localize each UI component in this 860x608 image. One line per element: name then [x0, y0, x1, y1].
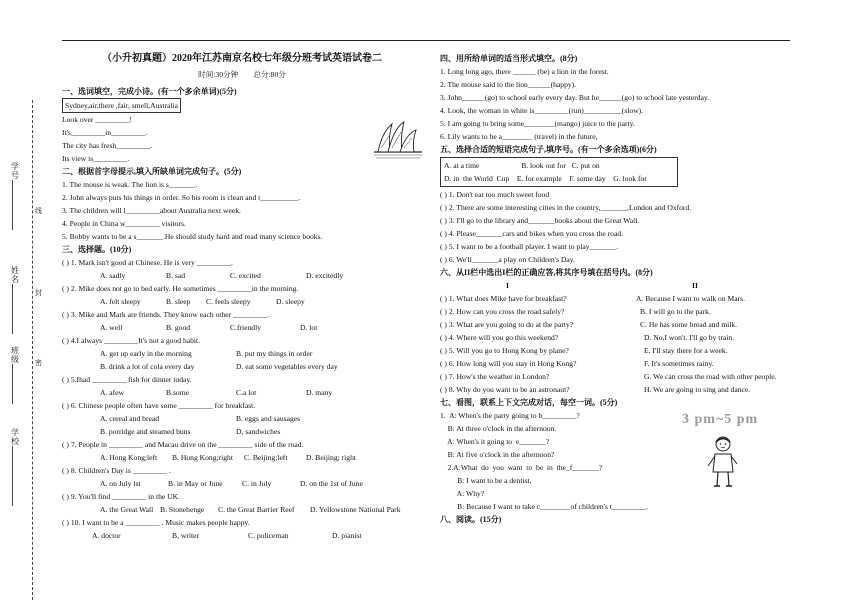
match-row: ( ) 8. Why do you want to be an astronaut? H. We are going to sing and dance. — [440, 385, 751, 394]
mc-question: ( ) 8. Children's Day is _________ . — [62, 466, 171, 475]
exam-meta — [62, 68, 422, 81]
question-line: 6. Lily wants to be a________ (travel) in the future, — [440, 132, 598, 141]
seal-mark: 线 — [35, 207, 42, 215]
seal-mark: 封 — [35, 289, 42, 297]
party-time-label: 3 pm~5 pm — [682, 412, 759, 427]
match-row: ( ) 4. Where will you go this weekend? D. No,I won't. I'll go by train. — [440, 333, 735, 342]
mc-options: A. felt sleepy B. sleep C. feels sleepy D. sleepy — [100, 297, 305, 306]
dialogue-line: A: Why? — [440, 489, 485, 498]
section-3-heading: 三、选择题。(10分) — [62, 245, 132, 254]
phrase-bank-row: D. in the World Cup E. for example F. some day G. look for — [444, 174, 647, 183]
question-line: ( ) 2. There are some interesting cities in the country,_______,London and Oxford. — [440, 203, 692, 212]
question-line: 2. John always puts his things in order. So his room is clean and t__________. — [62, 193, 301, 202]
opera-house-illustration — [372, 114, 424, 160]
poem-line: It's_________in_________. — [62, 128, 148, 137]
question-line: 1. The mouse is weak. The lion is s_______. — [62, 180, 198, 189]
poem-line: Look over _________! — [62, 115, 133, 124]
dialogue-line: B: At three o'clock in the afternoon. — [440, 424, 557, 433]
label-school: 学校 — [11, 428, 19, 446]
mc-question: ( ) 3. Mike and Mark are friends. They know each other _________. — [62, 310, 270, 319]
section-1-heading: 一、选词填空，完成小诗。(有一个多余单词)(5分) — [62, 87, 237, 96]
blank-line — [12, 180, 13, 230]
section-5-heading: 五、选择合适的短语完成句子,填序号。(有一个多余选项)(6分) — [440, 145, 657, 154]
dialogue-line: B: I want to be a dentist, — [440, 476, 532, 485]
poem-line: Its view is_________. — [62, 154, 130, 163]
mc-options: A. well B. good C.friendly D. lot — [100, 323, 318, 332]
match-row: ( ) 7. How's the weather in London? G. We can cross the road with other people. — [440, 372, 777, 381]
mc-question: ( ) 6. Chinese people often have some _________ for breakfast. — [62, 401, 256, 410]
section-8-heading: 八、阅读。(15分) — [440, 515, 502, 524]
poem-line: The city has fresh_________. — [62, 141, 153, 150]
exam-time: 时间:30分钟 — [198, 70, 239, 79]
column-headers — [440, 279, 810, 292]
match-row: ( ) 1. What does Mike have for breakfast? A. Because I want to walk on Mars. — [440, 294, 746, 303]
question-line: 3. John______(go) to school early every day. But he______(go) to school late yesterday. — [440, 93, 710, 102]
dialogue-line: A: When's it going to e_______? — [440, 437, 550, 446]
mc-question: ( ) 7. People in _________ and Macau drive on the _________ side of the road. — [62, 440, 304, 449]
mc-options: B. porridge and steamed buns D, sandwiches — [100, 427, 281, 436]
column-1-header: I — [506, 281, 509, 290]
question-line: 5. Bobby wants to be a s_______.He should study hard and read many science books. — [62, 232, 323, 241]
question-line: ( ) 4. Please_______cars and bikes when you cross the road. — [440, 229, 624, 238]
mc-options: A. the Great Wall B. Stonehenge C. the Great Barrier Reef D. Yellowstone National Park — [100, 505, 401, 514]
section-4-heading: 四、用所给单词的适当形式填空。(8分) — [440, 54, 578, 63]
mc-options: A. Hong Kong;left B. Hong Kong;right C. Beijing;left D. Beijing; right — [100, 453, 356, 462]
exam-title: （小升初真题）2020年江苏南京名校七年级分班考试英语试卷二 — [102, 53, 382, 64]
seal-mark: 密 — [35, 359, 42, 367]
question-line: 1. Long long ago, there ______ (be) a lion in the forest. — [440, 67, 609, 76]
exam-score: 总分:80分 — [253, 70, 286, 79]
blank-line — [12, 446, 13, 506]
top-rule — [62, 40, 790, 41]
left-column — [62, 52, 422, 542]
mc-options: B. drink a lot of cola every day D. eat some vegetables every day — [100, 362, 338, 371]
dialogue-line: B: Because I want to take c________of children's t_________. — [440, 502, 649, 511]
question-line: 2. The mouse said to the lion______(happy). — [440, 80, 577, 89]
question-line: 5. I am going to bring some________(mango) juice to the party. — [440, 119, 635, 128]
question-line: ( ) 3. I'll go to the library and_______books about the Great Wall. — [440, 216, 640, 225]
match-row: ( ) 3. What are you going to do at the party? C. He has some bread and milk. — [440, 320, 738, 329]
mc-question: ( ) 9. You'll find _________ in the UK. — [62, 492, 181, 501]
mc-options: A. sadly B. sad C. excited D. excitedly — [100, 271, 344, 280]
mc-options: A. afew B.some C.a lot D. many — [100, 388, 333, 397]
binding-margin — [0, 0, 62, 608]
section-2-heading: 二、根据首字母提示,填入所缺单词完成句子。(5分) — [62, 167, 242, 176]
question-line: 4. People in China w_________ visitors. — [62, 219, 186, 228]
question-line: ( ) 6. We'll_______a play on Children's Day. — [440, 255, 575, 264]
section-7-heading: 七、看图，联系上下文完成对话，每空一词。(5分) — [440, 398, 618, 407]
question-line: ( ) 5. I want to be a football player. I want to play_______. — [440, 242, 618, 251]
blank-line — [12, 364, 13, 404]
right-column — [440, 52, 810, 526]
dialogue-line: 1. A: When's the party going to b_________? — [440, 411, 580, 420]
match-row: ( ) 2. How can you cross the road safely? B. I will go to the park. — [440, 307, 711, 316]
question-line: 4. Look, the woman in white is_________(run)__________(slow). — [440, 106, 644, 115]
mc-question: ( ) 10. I want to be a _________ . Music makes people happy. — [62, 518, 250, 527]
mc-question: ( ) 2. Mike does not go to bed early. He sometimes _________in the morning. — [62, 284, 299, 293]
section-6-heading: 六、从II栏中选出I栏的正确应答,将其序号填在括号内。(8分) — [440, 268, 653, 277]
question-line: ( ) 1. Don't eat too much sweet food — [440, 190, 550, 199]
seal-line — [32, 100, 33, 600]
mc-options: A. get up early in the morning B. put my things in order — [100, 349, 313, 358]
mc-question: ( ) 1. Mark isn't good at Chinese. He is very _________. — [62, 258, 233, 267]
child-dentist-illustration — [704, 434, 742, 488]
phrase-bank — [440, 157, 678, 187]
column-2-header: II — [692, 281, 698, 290]
label-student-number: 学号 — [11, 162, 19, 180]
mc-question: ( ) 4.I always _________It's not a good habit. — [62, 336, 201, 345]
mc-options: A. cereal and bread B. eggs and sausages — [100, 414, 301, 423]
mc-options: A. doctor B, writer C. policeman D. pianist — [92, 531, 362, 540]
blank-line — [12, 284, 13, 334]
mc-options: A. on July lst B. in May or June C. in July D. on the 1st of June — [100, 479, 363, 488]
label-class: 班级 — [11, 346, 19, 364]
match-row: ( ) 5. Will you go to Hong Kong by plane? E. I'll stay there for a week. — [440, 346, 728, 355]
phrase-bank-row: A. at a time B. look out for C. put on — [444, 161, 600, 170]
label-name: 姓名 — [11, 266, 19, 284]
question-line: 3. The children will l_________about Australia next week. — [62, 206, 241, 215]
word-bank: Sydney,air,there ,fair, smell,Australia — [62, 98, 181, 113]
dialogue-line: B: At five o'clock in the afternoon? — [440, 450, 555, 459]
dialogue-line: 2.A:What do you want to be in the_f_______? — [440, 463, 603, 472]
match-row: ( ) 6. How long will you stay in Hong Kong? F. It's sometimes rainy. — [440, 359, 714, 368]
mc-question: ( ) 5.Ihad _________ fish for dinner today. — [62, 375, 192, 384]
